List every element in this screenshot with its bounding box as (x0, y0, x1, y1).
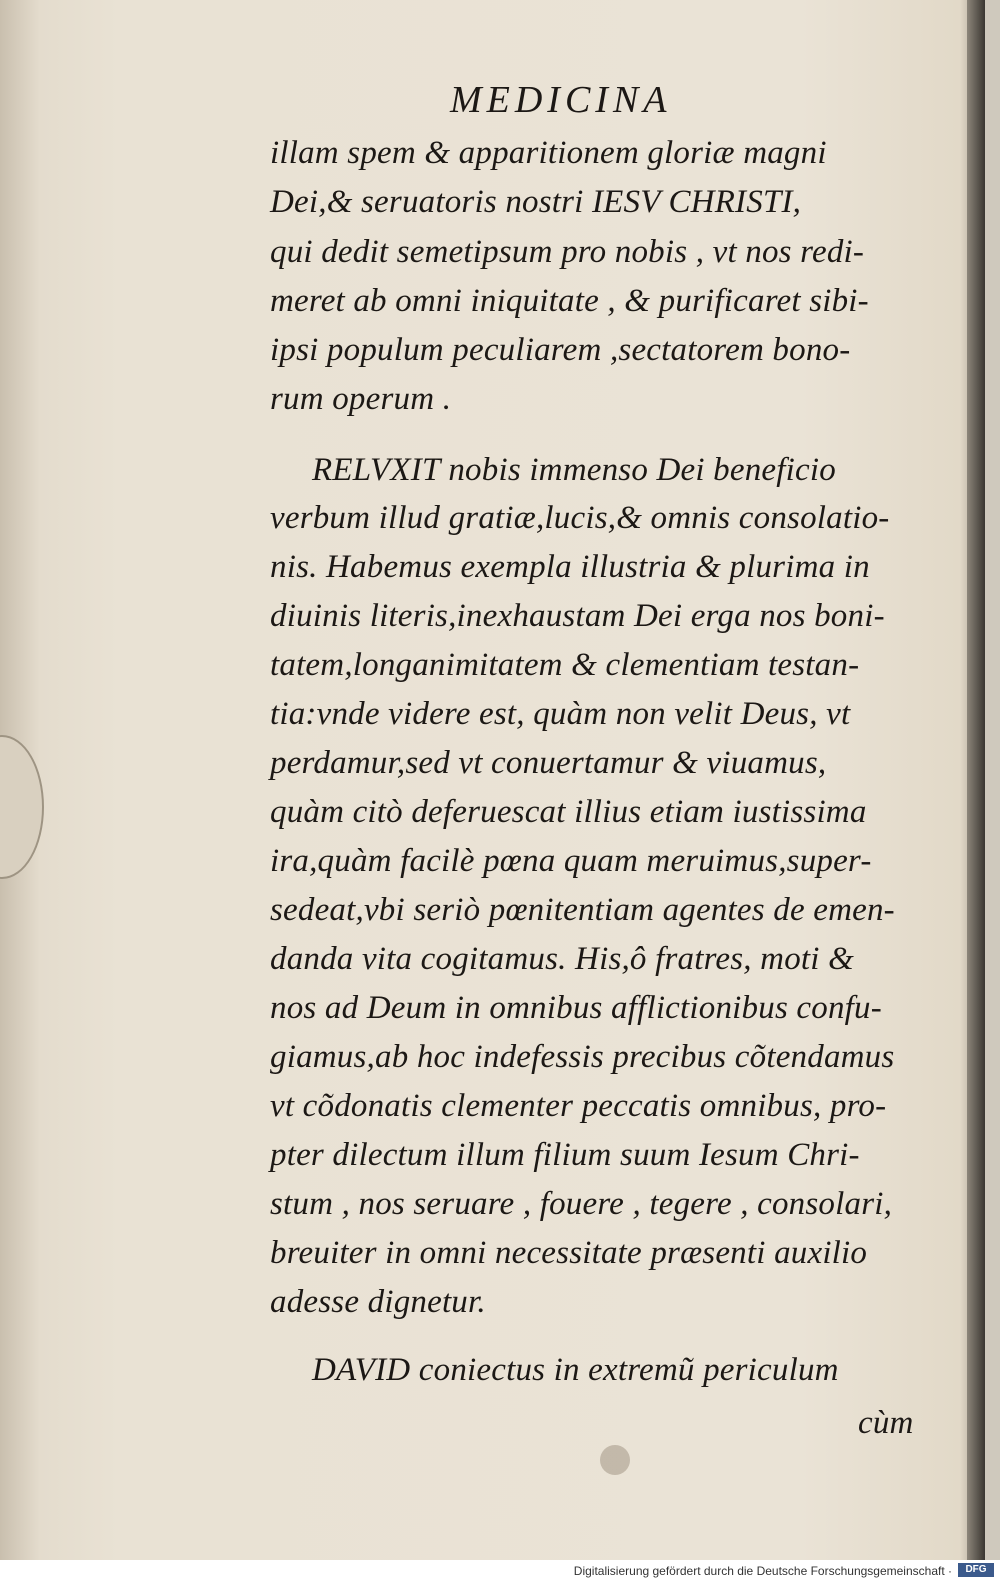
text-line: qui dedit semetipsum pro nobis , vt nos redi- (270, 234, 865, 270)
text-line: breuiter in omni necessitate præsenti auxilio (270, 1235, 868, 1271)
dfg-logo: DFG (958, 1563, 994, 1577)
text-line: stum , nos seruare , fouere , tegere , consolari, (270, 1186, 893, 1222)
ink-stain (600, 1445, 630, 1475)
text-line: tatem,longanimitatem & clementiam testan- (270, 647, 860, 683)
catchword: cùm (858, 1405, 914, 1441)
footer-credit: Digitalisierung gefördert durch die Deutsche Forschungsgemeinschaft · (573, 1564, 952, 1578)
text-line: meret ab omni iniquitate , & purificaret sibi- (270, 283, 869, 319)
text-line: verbum illud gratiæ,lucis,& omnis consolatio- (270, 500, 890, 536)
text-line: pter dilectum illum filium suum Iesum Chri- (270, 1137, 860, 1173)
text-line: quàm citò deferuescat illius etiam iustissima (270, 794, 867, 830)
text-line: Dei,& seruatoris nostri IESV CHRISTI, (270, 184, 802, 220)
text-line: vt cõdonatis clementer peccatis omnibus, pro- (270, 1088, 887, 1124)
text-line: tia:vnde videre est, quàm non velit Deus, vt (270, 696, 851, 732)
text-line: ipsi populum peculiarem ,sectatorem bono- (270, 332, 851, 368)
page-tab-notch (0, 735, 44, 879)
text-line: illam spem & apparitionem gloriæ magni (270, 135, 827, 171)
text-line: nos ad Deum in omnibus afflictionibus confu- (270, 990, 882, 1026)
text-line: danda vita cogitamus. His,ô fratres, moti & (270, 941, 854, 977)
running-head: MEDICINA (450, 79, 672, 121)
text-line: nis. Habemus exempla illustria & plurima in (270, 549, 870, 585)
page-edge-shadow (967, 0, 985, 1560)
text-line: RELVXIT nobis immenso Dei beneficio (312, 452, 836, 488)
digitization-footer (0, 1560, 1000, 1581)
text-line: perdamur,sed vt conuertamur & viuamus, (270, 745, 827, 781)
text-line: adesse dignetur. (270, 1284, 486, 1320)
text-line: rum operum . (270, 381, 452, 417)
text-line: sedeat,vbi seriò pœnitentiam agentes de emen- (270, 892, 895, 928)
text-line: diuinis literis,inexhaustam Dei erga nos boni- (270, 598, 885, 634)
text-line: ira,quàm facilè pœna quam meruimus,super- (270, 843, 872, 879)
text-line: DAVID coniectus in extremũ periculum (312, 1352, 839, 1388)
text-line: giamus,ab hoc indefessis precibus cõtendamus (270, 1039, 895, 1075)
